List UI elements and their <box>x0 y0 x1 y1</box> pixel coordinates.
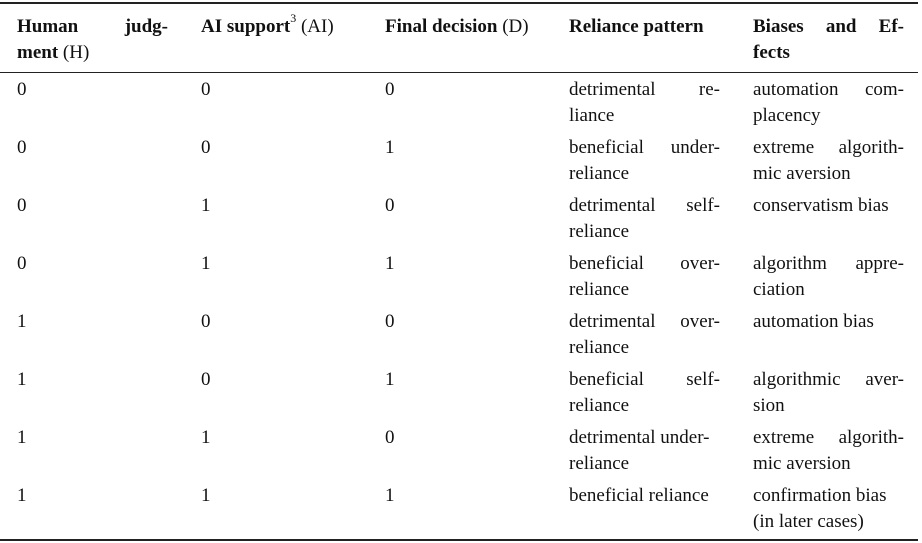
cell-d: 1 <box>385 369 395 390</box>
cell-h: 1 <box>17 369 27 390</box>
cell-pattern: detrimental self- reliance <box>569 195 720 242</box>
footnote-marker: 3 <box>290 10 297 25</box>
table-row <box>0 73 918 132</box>
table-row <box>0 131 918 189</box>
cell-h: 0 <box>17 253 27 274</box>
table-row <box>0 479 918 540</box>
cell-ai: 1 <box>201 485 211 506</box>
cell-h: 1 <box>17 485 27 506</box>
table-row <box>0 305 918 363</box>
cell-ai: 0 <box>201 137 211 158</box>
cell-pattern: beneficial over- reliance <box>569 253 720 300</box>
cell-d: 1 <box>385 137 395 158</box>
cell-pattern: detrimental over- reliance <box>569 311 720 358</box>
cell-d: 0 <box>385 427 395 448</box>
cell-d: 0 <box>385 79 395 100</box>
cell-bias: conservatism bias <box>753 195 889 216</box>
cell-bias: automation bias <box>753 311 874 332</box>
header-reliance-pattern: Reliance pattern <box>569 16 704 37</box>
table-row <box>0 189 918 247</box>
header-ai-support: AI support$^3$ (AI) <box>201 10 334 37</box>
cell-ai: 0 <box>201 79 211 100</box>
cell-bias: extreme algorith- mic aversion <box>753 137 904 184</box>
header-human-judgment: Human judg- ment (H) <box>17 16 168 63</box>
cell-pattern: detrimental under-reliance <box>569 427 710 474</box>
cell-ai: 1 <box>201 195 211 216</box>
cell-ai: 1 <box>201 253 211 274</box>
cell-h: 1 <box>17 311 27 332</box>
cell-h: 0 <box>17 195 27 216</box>
cell-ai: 1 <box>201 427 211 448</box>
header-biases-effects: Biases and Ef- fects <box>753 16 904 63</box>
cell-pattern: beneficial under- reliance <box>569 137 720 184</box>
cell-bias: algorithm appre- ciation <box>753 253 904 300</box>
table-row <box>0 247 918 305</box>
cell-d: 1 <box>385 485 395 506</box>
cell-ai: 0 <box>201 311 211 332</box>
cell-pattern: beneficial self- reliance <box>569 369 720 416</box>
reliance-table <box>0 2 918 541</box>
cell-h: 0 <box>17 137 27 158</box>
cell-h: 0 <box>17 79 27 100</box>
cell-bias: algorithmic aver- sion <box>753 369 904 416</box>
cell-pattern: beneficial reliance <box>569 485 709 506</box>
cell-d: 0 <box>385 311 395 332</box>
cell-bias: automation com- placency <box>753 79 904 126</box>
cell-pattern: detrimental re- liance <box>569 79 720 126</box>
cell-ai: 0 <box>201 369 211 390</box>
header-final-decision: Final decision (D) <box>385 16 529 37</box>
table-row <box>0 363 918 421</box>
cell-d: 0 <box>385 195 395 216</box>
header-row <box>0 3 918 73</box>
cell-d: 1 <box>385 253 395 274</box>
cell-h: 1 <box>17 427 27 448</box>
table-row <box>0 421 918 479</box>
cell-bias: extreme algorith- mic aversion <box>753 427 904 474</box>
cell-bias: confirmation bias (in later cases) <box>753 485 887 532</box>
